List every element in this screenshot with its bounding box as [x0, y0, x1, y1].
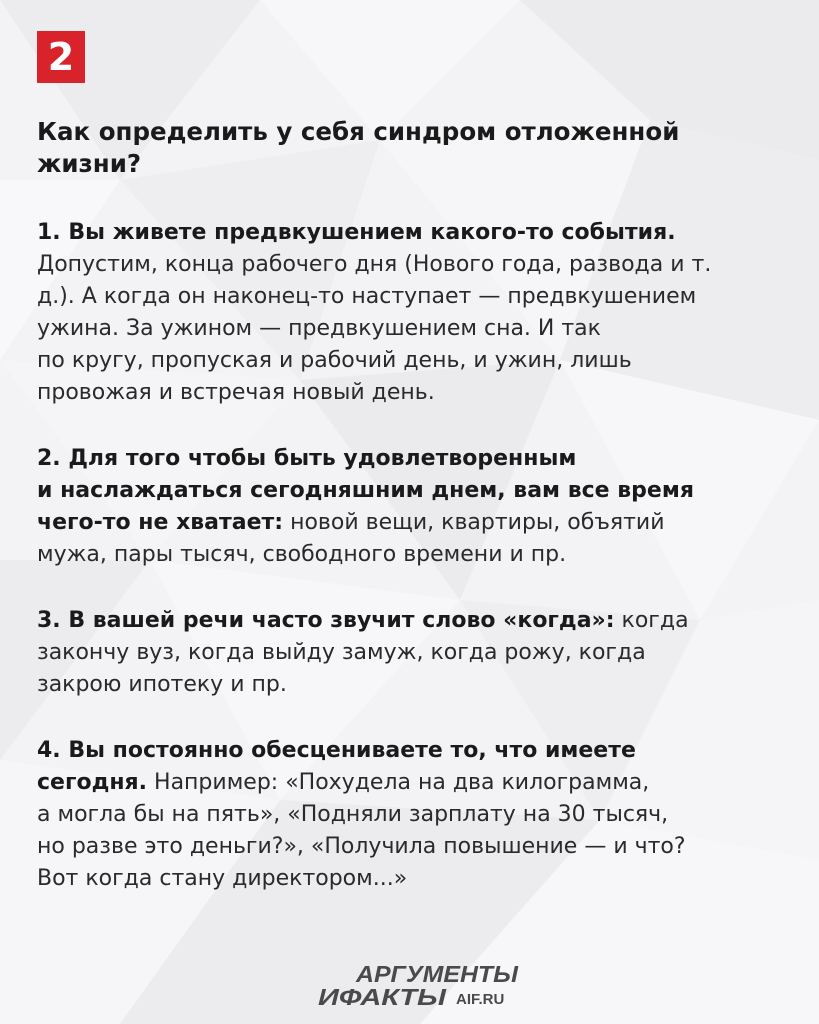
list-item: 4. Вы постоянно обесцениваете то, что имеете сегодня. Например: «Похудела на два килограмма, а могла бы на пять», «Подняли зарплату на 30 тысяч, но разве это деньги?», «Получила повышение — и что? Вот когда стану директором...» [37, 738, 686, 891]
article-content [37, 116, 797, 895]
list-item: 3. В вашей речи часто звучит слово «когда»: когда закончу вуз, когда выйду замуж, когда рожу, когда закрою ипотеку и пр. [37, 608, 689, 697]
list-item: 2. Для того чтобы быть удовлетворенным и наслаждаться сегодняшним днем, вам все время чего-то не хватает: новой вещи, квартиры, объятий мужа, пары тысяч, свободного времени и пр. [37, 446, 694, 567]
aif-logo [316, 960, 526, 1008]
slide-number-badge: 2 [37, 31, 85, 83]
logo-line1: АРГУМЕНТЫ [354, 961, 520, 987]
page-title: Как определить у себя синдром отложенной жизни? [37, 117, 680, 178]
logo-site: AIF.RU [456, 991, 505, 1008]
logo-line2: ИФАКТЫ [318, 984, 448, 1008]
list-item: 1. Вы живете предвкушением какого-то события. Допустим, конца рабочего дня (Нового года, развода и т. д.). А когда он наконец-то наступает — предвкушением ужина. За ужином — предвкушением сна. И так по кругу, пропуская и рабочий день, и ужин, лишь провожая и встречая новый день. [37, 220, 712, 405]
